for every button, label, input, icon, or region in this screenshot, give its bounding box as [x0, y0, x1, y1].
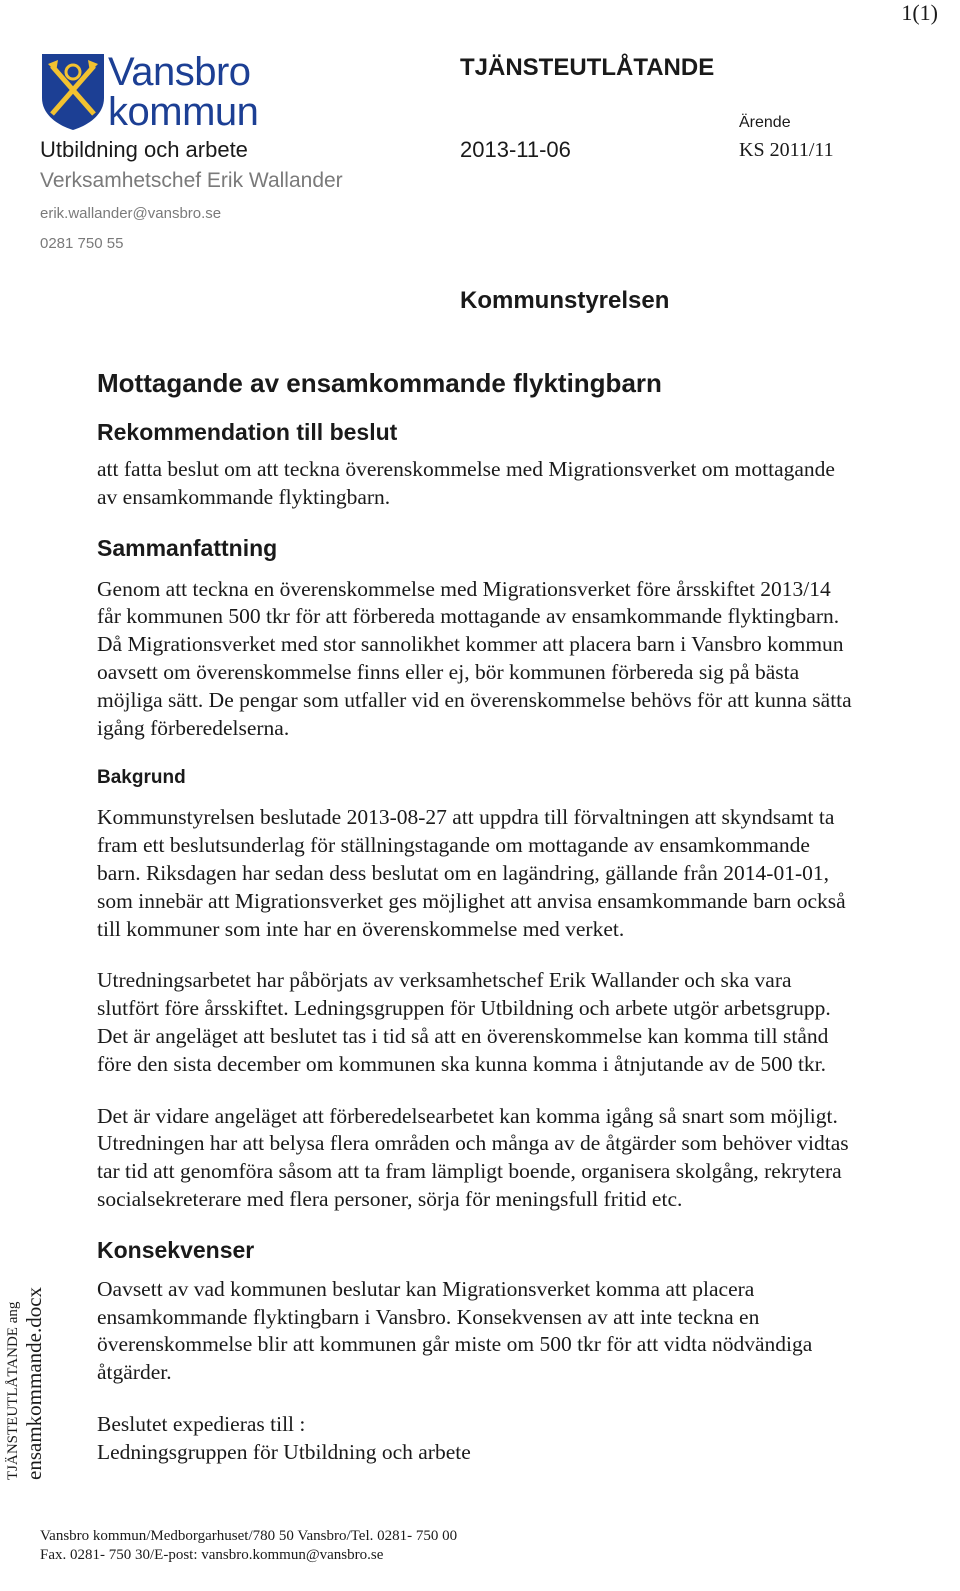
side-filename	[4, 1287, 46, 1480]
logo-wordmark-vansbro: Vansbro	[108, 50, 251, 94]
department: Utbildning och arbete	[40, 137, 248, 162]
footer-address: Vansbro kommun/Medborgarhuset/780 50 Vansbro/Tel. 0281- 750 00 Fax. 0281- 750 30/E-post: vansbro.kommun@vansbro.se	[40, 1528, 458, 1563]
sammanfattning-heading: Sammanfattning	[97, 534, 278, 561]
arende-number: KS 2011/11	[739, 139, 834, 161]
contact-phone: 0281 750 55	[40, 235, 124, 252]
vansbro-shield-logo-icon	[40, 52, 106, 132]
document-date: 2013-11-06	[460, 137, 571, 162]
document-body	[97, 366, 947, 1467]
recipient: Kommunstyrelsen	[460, 287, 670, 314]
document-type: TJÄNSTEUTLÅTANDE	[460, 54, 715, 81]
contact-name: Verksamhetschef Erik Wallander	[40, 169, 343, 192]
konsekvenser-text: Oavsett av vad kommunen beslutar kan Migrationsverket komma att placera ensamkommande flyktingbarn i Vansbro. Konsekvensen av att inte teckna en överenskommelse blir att kommunen går miste om 500 tkr för att vidta nödvändiga åtgärder.	[97, 1276, 813, 1385]
bakgrund-paragraph-2: Utredningsarbetet har påbörjats av verksamhetschef Erik Wallander och ska vara slutfört före årsskiftet. Ledningsgruppen för Utbildning och arbete utgör arbetsgrupp. Det är angeläget att beslutet tas i tid så att en överenskommelse kan komma till stånd före den sista december om kommunen ska kunna komma i åtnjutande av de 500 tkr.	[97, 968, 831, 1076]
side-filename-line2: ensamkommande.docx	[22, 1286, 46, 1480]
rekommendation-text: att fatta beslut om att teckna överenskommelse med Migrationsverket om mottagande av ensamkommande flyktingbarn.	[97, 457, 835, 509]
contact-email[interactable]: erik.wallander@vansbro.se	[40, 205, 222, 222]
bakgrund-paragraph-1: Kommunstyrelsen beslutade 2013-08-27 att uppdra till förvaltningen att skyndsamt ta fram ett beslutsunderlag för ställningstagande om mottagande av ensamkommande barn. Riksdagen har sedan dess beslutat om en lagändring, gällande från 2014-01-01, som innebär att Migrationsverket ges möjlighet att anvisa ensamkommande barn också till kommuner som inte har en överenskommelse med verket.	[97, 805, 846, 941]
konsekvenser-heading: Konsekvenser	[97, 1236, 255, 1263]
document-title: Mottagande av ensamkommande flyktingbarn	[97, 368, 662, 398]
side-filename-line1: TJÄNSTEUTLÅTANDE ang	[5, 1301, 21, 1480]
arende-label: Ärende	[739, 114, 791, 131]
bakgrund-heading: Bakgrund	[97, 767, 186, 789]
expedieras-text: Beslutet expedieras till : Ledningsgruppen för Utbildning och arbete	[97, 1411, 471, 1464]
sammanfattning-text: Genom att teckna en överenskommelse med Migrationsverket före årsskiftet 2013/14 får kommunen 500 tkr för att förbereda mottagande av ensamkommande flyktingbarn. Då Migrationsverket med stor sannolikhet kommer att placera barn i Vansbro kommun oavsett om överenskommelse finns eller ej, bör kommunen förbereda sig på bästa möjliga sätt. De pengar som utfaller vid en överenskommelse behövs för att kunna sätta igång förberedelserna.	[97, 576, 852, 740]
rekommendation-heading: Rekommendation till beslut	[97, 419, 398, 445]
bakgrund-paragraph-3: Det är vidare angeläget att förberedelsearbetet kan komma igång så snart som möjligt. Utredningen har att belysa flera områden och många av de åtgärder som behöver vidtas tar tid att genomföra såsom att ta fram lämpligt boende, organisera skolgång, rekrytera socialsekreterare med flera personer, sörja för meningsfull fritid etc.	[97, 1103, 849, 1211]
logo-wordmark-kommun: kommun	[108, 90, 259, 134]
page-number: 1(1)	[901, 0, 938, 25]
